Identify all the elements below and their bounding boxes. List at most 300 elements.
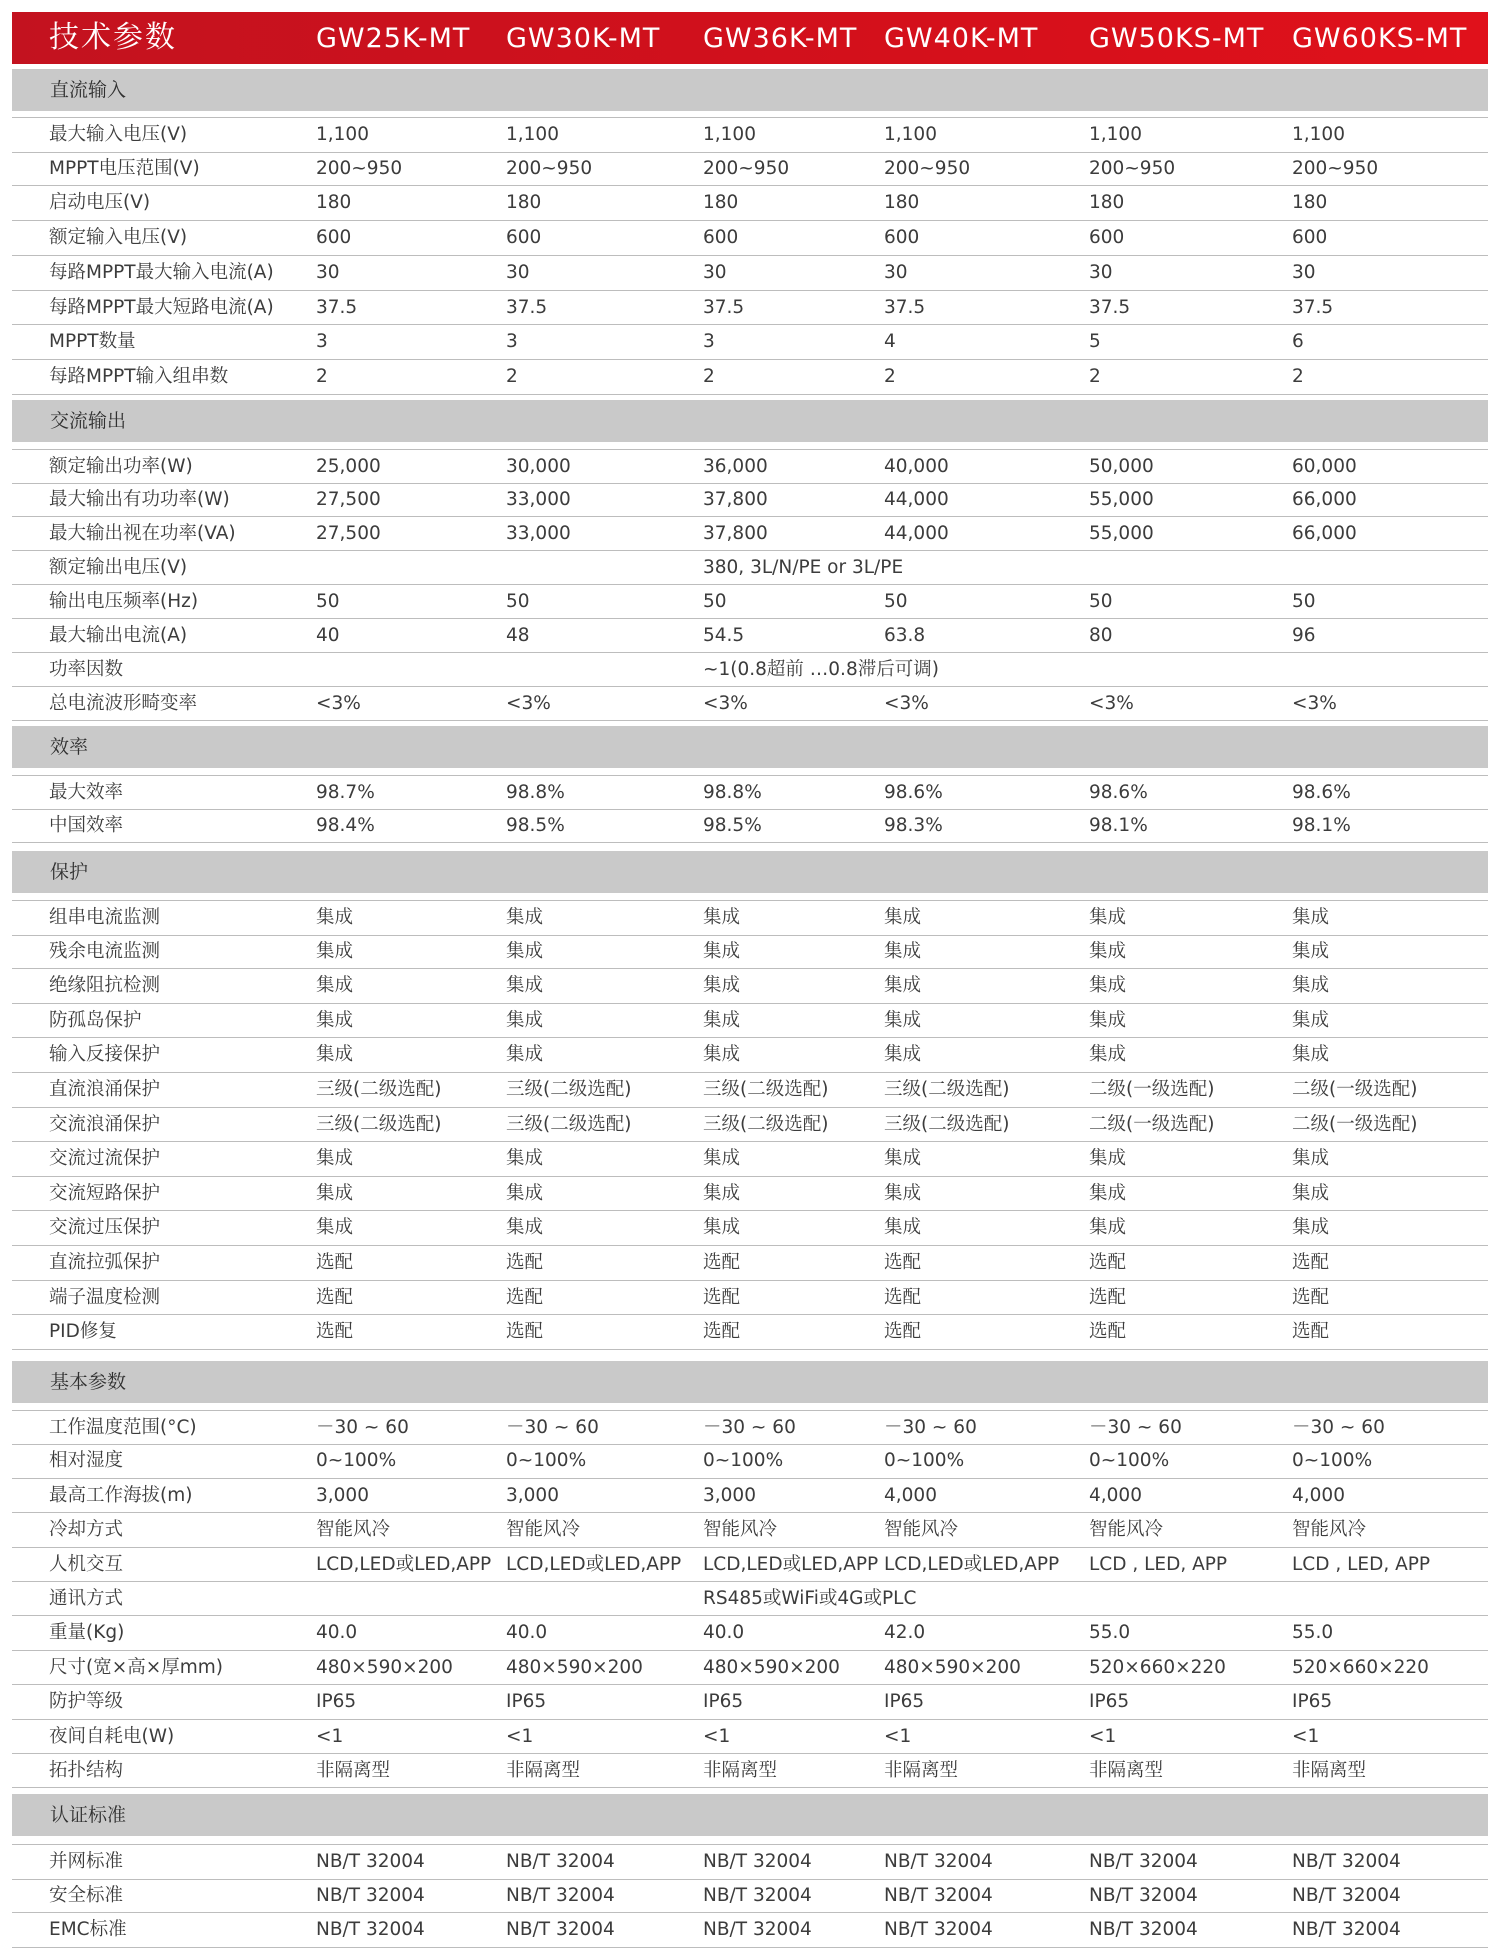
value-cell: 480×590×200 (884, 1657, 1021, 1678)
value-cell: 选配 (1292, 1321, 1330, 1342)
value-cell: 180 (703, 192, 739, 213)
row-label: 尺寸(宽×高×厚mm) (49, 1657, 223, 1678)
value-cell: 180 (316, 192, 352, 213)
value-cell: 集成 (703, 1183, 741, 1204)
value-cell: NB/T 32004 (506, 1919, 615, 1940)
value-cell: 480×590×200 (506, 1657, 643, 1678)
value-cell: 智能风冷 (703, 1519, 778, 1540)
value-cell: 二级(一级选配) (1292, 1079, 1418, 1100)
table-row (12, 1246, 1488, 1281)
value-cell: 集成 (1089, 1010, 1127, 1031)
value-cell: 600 (703, 227, 739, 248)
value-cell: 600 (506, 227, 542, 248)
table-row (12, 1720, 1488, 1754)
value-cell: 0~100% (316, 1450, 397, 1471)
table-row (12, 619, 1488, 653)
table-row (12, 935, 1488, 969)
value-cell: 40 (316, 625, 340, 646)
value-cell: 37,800 (703, 489, 768, 510)
row-label: 端子温度检测 (49, 1287, 161, 1308)
value-cell: 40.0 (506, 1622, 548, 1643)
section-header (12, 726, 1488, 768)
value-cell: 44,000 (884, 523, 949, 544)
value-cell: 98.8% (703, 782, 762, 803)
value-cell: 集成 (703, 1148, 741, 1169)
table-row (12, 1844, 1488, 1880)
value-cell: 集成 (316, 1044, 354, 1065)
value-cell: －30 ~ 60 (316, 1417, 409, 1438)
value-cell: <3% (1292, 693, 1337, 714)
value-cell: 2 (1089, 366, 1101, 387)
table-row (12, 117, 1488, 153)
table-row (12, 1754, 1488, 1788)
value-cell: <3% (506, 693, 551, 714)
value-cell: IP65 (884, 1691, 925, 1712)
value-cell: <1 (316, 1726, 344, 1747)
section-title: 认证标准 (50, 1804, 127, 1826)
value-cell: 智能风冷 (506, 1519, 581, 1540)
row-label: 最大效率 (49, 782, 124, 803)
value-cell: IP65 (703, 1691, 744, 1712)
table-row (12, 1177, 1488, 1211)
value-cell: 集成 (1292, 975, 1330, 996)
value-cell: IP65 (506, 1691, 547, 1712)
value-cell: 集成 (1292, 1044, 1330, 1065)
row-label: 残余电流监测 (49, 941, 161, 962)
value-cell: 55.0 (1089, 1622, 1131, 1643)
section-header (12, 851, 1488, 893)
value-cell: 非隔离型 (703, 1760, 778, 1781)
section-title: 直流输入 (50, 79, 127, 101)
value-cell: 42.0 (884, 1622, 926, 1643)
value-cell: 180 (1292, 192, 1328, 213)
value-cell: －30 ~ 60 (1292, 1417, 1385, 1438)
row-label: 交流过压保护 (49, 1217, 161, 1238)
value-cell: 三级(二级选配) (506, 1114, 632, 1135)
value-cell: 三级(二级选配) (703, 1079, 829, 1100)
value-cell: LCD , LED, APP (1292, 1554, 1431, 1575)
row-label: 安全标准 (49, 1885, 124, 1906)
table-row (12, 483, 1488, 517)
value-cell: 集成 (1292, 1148, 1330, 1169)
table-row (12, 1073, 1488, 1108)
table-row (12, 221, 1488, 256)
table-row (12, 687, 1488, 721)
value-cell: 37.5 (703, 297, 745, 318)
value-cell: 选配 (703, 1252, 741, 1273)
value-cell: 1,100 (1292, 124, 1345, 145)
value-cell: 3 (703, 331, 715, 352)
value-cell: 180 (1089, 192, 1125, 213)
row-label: 总电流波形畸变率 (49, 693, 198, 714)
value-cell: 98.1% (1089, 815, 1148, 836)
table-row (12, 1513, 1488, 1548)
value-cell: 集成 (506, 975, 544, 996)
value-cell: 3 (506, 331, 518, 352)
row-label: 重量(Kg) (49, 1622, 125, 1643)
value-cell: 非隔离型 (1292, 1760, 1367, 1781)
value-cell: 二级(一级选配) (1089, 1114, 1215, 1135)
row-label: 额定输出电压(V) (49, 557, 188, 578)
table-row (12, 1142, 1488, 1177)
row-label: 相对湿度 (49, 1450, 124, 1471)
value-cell: NB/T 32004 (703, 1851, 812, 1872)
value-cell: 集成 (884, 1010, 922, 1031)
value-cell: 55,000 (1089, 489, 1154, 510)
value-cell: 集成 (884, 907, 922, 928)
row-label: PID修复 (49, 1321, 117, 1342)
value-cell: 30 (1089, 262, 1113, 283)
value-cell: 98.3% (884, 815, 943, 836)
table-row (12, 449, 1488, 484)
section-header (12, 69, 1488, 111)
row-label: 绝缘阻抗检测 (49, 975, 161, 996)
value-cell: 选配 (316, 1287, 354, 1308)
table-row (12, 1038, 1488, 1073)
row-label: 每路MPPT最大输入电流(A) (49, 262, 274, 283)
value-cell: NB/T 32004 (1292, 1919, 1401, 1940)
value-cell: 集成 (1089, 1148, 1127, 1169)
table-row (12, 1616, 1488, 1651)
value-cell: 1,100 (1089, 124, 1142, 145)
value-cell: 6 (1292, 331, 1304, 352)
value-cell: NB/T 32004 (316, 1851, 425, 1872)
row-label: 防护等级 (49, 1691, 124, 1712)
value-cell: 集成 (1089, 1044, 1127, 1065)
value-cell: 37,800 (703, 523, 768, 544)
value-cell: 智能风冷 (316, 1519, 391, 1540)
value-cell: 98.6% (1292, 782, 1351, 803)
model-header-3: GW36K-MT (703, 23, 858, 54)
value-cell: 选配 (1089, 1252, 1127, 1273)
value-cell: NB/T 32004 (1089, 1851, 1198, 1872)
value-cell: 50 (703, 591, 727, 612)
value-cell: 集成 (1292, 1010, 1330, 1031)
row-label: 冷却方式 (49, 1519, 124, 1540)
value-cell: 1,100 (884, 124, 937, 145)
row-label: 直流浪涌保护 (49, 1079, 161, 1100)
table-row (12, 1315, 1488, 1350)
value-cell: 集成 (884, 975, 922, 996)
value-cell: <3% (316, 693, 361, 714)
table-row (12, 775, 1488, 810)
value-cell: 2 (316, 366, 328, 387)
model-header-2: GW30K-MT (506, 23, 661, 54)
row-label: 交流短路保护 (49, 1183, 161, 1204)
value-cell: 600 (316, 227, 352, 248)
row-label: 最大输入电压(V) (49, 124, 188, 145)
value-cell: 集成 (1089, 1217, 1127, 1238)
section-header (12, 400, 1488, 442)
value-cell: 集成 (506, 1148, 544, 1169)
value-cell: 200~950 (884, 158, 971, 179)
value-cell: 520×660×220 (1089, 1657, 1226, 1678)
value-cell: 50 (316, 591, 340, 612)
value-cell: －30 ~ 60 (884, 1417, 977, 1438)
value-cell: 集成 (703, 1217, 741, 1238)
table-row (12, 1879, 1488, 1913)
value-cell: NB/T 32004 (884, 1919, 993, 1940)
value-cell: 选配 (703, 1321, 741, 1342)
table-row (12, 1913, 1488, 1948)
value-cell: 非隔离型 (316, 1760, 391, 1781)
value-cell: IP65 (1292, 1691, 1333, 1712)
table-row (12, 152, 1488, 186)
row-label: 额定输入电压(V) (49, 227, 188, 248)
value-cell: 200~950 (1292, 158, 1379, 179)
value-cell: 96 (1292, 625, 1316, 646)
value-cell: 30 (884, 262, 908, 283)
spanned-value: ~1(0.8超前 …0.8滞后可调) (703, 659, 939, 680)
row-label: 每路MPPT输入组串数 (49, 366, 229, 387)
value-cell: 集成 (1089, 975, 1127, 996)
value-cell: 集成 (703, 1044, 741, 1065)
value-cell: 50 (506, 591, 530, 612)
value-cell: LCD,LED或LED,APP (884, 1554, 1060, 1575)
row-label: 最大输出视在功率(VA) (49, 523, 236, 544)
value-cell: 三级(二级选配) (884, 1079, 1010, 1100)
value-cell: 480×590×200 (316, 1657, 453, 1678)
value-cell: 集成 (884, 1183, 922, 1204)
value-cell: 0~100% (1292, 1450, 1373, 1471)
table-row (12, 900, 1488, 936)
value-cell: 37.5 (1292, 297, 1334, 318)
value-cell: 1,100 (506, 124, 559, 145)
value-cell: NB/T 32004 (1292, 1885, 1401, 1906)
value-cell: 600 (1292, 227, 1328, 248)
value-cell: 36,000 (703, 456, 768, 477)
value-cell: 98.4% (316, 815, 375, 836)
row-label: 每路MPPT最大短路电流(A) (49, 297, 274, 318)
row-label: 最大输出电流(A) (49, 625, 188, 646)
row-label: 输入反接保护 (49, 1044, 161, 1065)
header-bar (12, 12, 1488, 64)
value-cell: 33,000 (506, 523, 571, 544)
row-label: 拓扑结构 (49, 1760, 124, 1781)
value-cell: 非隔离型 (506, 1760, 581, 1781)
value-cell: 0~100% (703, 1450, 784, 1471)
value-cell: 25,000 (316, 456, 381, 477)
model-header-4: GW40K-MT (884, 23, 1039, 54)
value-cell: 集成 (884, 1217, 922, 1238)
value-cell: 0~100% (1089, 1450, 1170, 1471)
value-cell: 180 (884, 192, 920, 213)
row-label: 并网标准 (49, 1851, 124, 1872)
table-row (12, 517, 1488, 551)
value-cell: 60,000 (1292, 456, 1357, 477)
value-cell: 30 (703, 262, 727, 283)
value-cell: 98.6% (884, 782, 943, 803)
value-cell: 44,000 (884, 489, 949, 510)
row-label: 中国效率 (49, 815, 124, 836)
value-cell: 2 (506, 366, 518, 387)
row-label: 交流过流保护 (49, 1148, 161, 1169)
value-cell: 选配 (316, 1252, 354, 1273)
row-label: 启动电压(V) (49, 192, 151, 213)
table-row (12, 1651, 1488, 1685)
value-cell: 600 (884, 227, 920, 248)
value-cell: <1 (1292, 1726, 1320, 1747)
value-cell: 三级(二级选配) (884, 1114, 1010, 1135)
table-row (12, 186, 1488, 221)
value-cell: 集成 (506, 907, 544, 928)
value-cell: 98.8% (506, 782, 565, 803)
section-title: 保护 (50, 861, 89, 883)
value-cell: <1 (884, 1726, 912, 1747)
value-cell: NB/T 32004 (506, 1851, 615, 1872)
value-cell: 三级(二级选配) (703, 1114, 829, 1135)
table-row (12, 585, 1488, 619)
value-cell: 200~950 (1089, 158, 1176, 179)
row-label: 防孤岛保护 (49, 1010, 142, 1031)
table-row (12, 809, 1488, 843)
value-cell: 520×660×220 (1292, 1657, 1429, 1678)
value-cell: IP65 (316, 1691, 357, 1712)
value-cell: 48 (506, 625, 530, 646)
model-header-5: GW50KS-MT (1089, 23, 1265, 54)
value-cell: 选配 (506, 1287, 544, 1308)
value-cell: 选配 (884, 1287, 922, 1308)
row-label: MPPT数量 (49, 331, 136, 352)
row-label: 最大输出有功功率(W) (49, 489, 230, 510)
value-cell: 30 (1292, 262, 1316, 283)
value-cell: 80 (1089, 625, 1113, 646)
value-cell: 集成 (316, 907, 354, 928)
table-row (12, 1004, 1488, 1038)
value-cell: 4,000 (1089, 1485, 1142, 1506)
value-cell: 三级(二级选配) (316, 1114, 442, 1135)
value-cell: 2 (1292, 366, 1304, 387)
value-cell: 选配 (884, 1321, 922, 1342)
value-cell: NB/T 32004 (1292, 1851, 1401, 1872)
row-label: 通讯方式 (49, 1588, 124, 1609)
value-cell: NB/T 32004 (703, 1919, 812, 1940)
value-cell: 集成 (703, 907, 741, 928)
value-cell: 40.0 (703, 1622, 745, 1643)
value-cell: 200~950 (703, 158, 790, 179)
row-label: 额定输出功率(W) (49, 456, 193, 477)
table-row (12, 653, 1488, 687)
value-cell: 智能风冷 (884, 1519, 959, 1540)
table-row (12, 1281, 1488, 1315)
value-cell: 30,000 (506, 456, 571, 477)
value-cell: 200~950 (506, 158, 593, 179)
value-cell: 4,000 (1292, 1485, 1345, 1506)
table-row (12, 291, 1488, 325)
model-header-1: GW25K-MT (316, 23, 471, 54)
value-cell: 37.5 (884, 297, 926, 318)
value-cell: 三级(二级选配) (506, 1079, 632, 1100)
value-cell: NB/T 32004 (506, 1885, 615, 1906)
value-cell: 选配 (1089, 1321, 1127, 1342)
value-cell: －30 ~ 60 (703, 1417, 796, 1438)
row-label: 最高工作海拔(m) (49, 1485, 193, 1506)
value-cell: NB/T 32004 (1089, 1885, 1198, 1906)
value-cell: 4,000 (884, 1485, 937, 1506)
value-cell: 集成 (316, 941, 354, 962)
table-row (12, 325, 1488, 360)
value-cell: 30 (506, 262, 530, 283)
value-cell: 集成 (1089, 941, 1127, 962)
row-label: 直流拉弧保护 (49, 1252, 161, 1273)
value-cell: <3% (1089, 693, 1134, 714)
value-cell: 集成 (316, 1217, 354, 1238)
row-label: 组串电流监测 (49, 907, 161, 928)
value-cell: 非隔离型 (884, 1760, 959, 1781)
header-title: 技术参数 (49, 20, 177, 55)
value-cell: 50 (1089, 591, 1113, 612)
table-row (12, 1582, 1488, 1616)
model-header-6: GW60KS-MT (1292, 23, 1468, 54)
row-label: 工作温度范围(°C) (49, 1417, 197, 1438)
section-title: 效率 (50, 736, 89, 758)
value-cell: 55,000 (1089, 523, 1154, 544)
value-cell: 4 (884, 331, 896, 352)
value-cell: 二级(一级选配) (1292, 1114, 1418, 1135)
value-cell: 集成 (884, 1148, 922, 1169)
value-cell: 选配 (1292, 1287, 1330, 1308)
value-cell: 37.5 (506, 297, 548, 318)
table-row (12, 1548, 1488, 1582)
value-cell: <3% (884, 693, 929, 714)
value-cell: 30 (316, 262, 340, 283)
table-row (12, 969, 1488, 1004)
value-cell: 1,100 (703, 124, 756, 145)
value-cell: 集成 (1089, 1183, 1127, 1204)
value-cell: 66,000 (1292, 489, 1357, 510)
value-cell: 集成 (884, 941, 922, 962)
value-cell: 智能风冷 (1292, 1519, 1367, 1540)
value-cell: 54.5 (703, 625, 745, 646)
value-cell: IP65 (1089, 1691, 1130, 1712)
value-cell: LCD,LED或LED,APP (703, 1554, 879, 1575)
row-label: 人机交互 (49, 1554, 124, 1575)
value-cell: 集成 (1292, 1183, 1330, 1204)
value-cell: 180 (506, 192, 542, 213)
value-cell: 63.8 (884, 625, 926, 646)
value-cell: LCD,LED或LED,APP (506, 1554, 682, 1575)
value-cell: <1 (703, 1726, 731, 1747)
value-cell: 选配 (884, 1252, 922, 1273)
value-cell: 98.1% (1292, 815, 1351, 836)
value-cell: <3% (703, 693, 748, 714)
row-label: EMC标准 (49, 1919, 127, 1940)
value-cell: NB/T 32004 (884, 1851, 993, 1872)
table-row (12, 551, 1488, 585)
value-cell: 集成 (1089, 907, 1127, 928)
value-cell: 50,000 (1089, 456, 1154, 477)
value-cell: NB/T 32004 (703, 1885, 812, 1906)
value-cell: 55.0 (1292, 1622, 1334, 1643)
value-cell: 37.5 (1089, 297, 1131, 318)
value-cell: 1,100 (316, 124, 369, 145)
value-cell: 600 (1089, 227, 1125, 248)
value-cell: 智能风冷 (1089, 1519, 1164, 1540)
value-cell: 二级(一级选配) (1089, 1079, 1215, 1100)
value-cell: 集成 (506, 941, 544, 962)
row-label: 夜间自耗电(W) (49, 1726, 175, 1747)
value-cell: 2 (703, 366, 715, 387)
table-row (12, 1444, 1488, 1479)
value-cell: LCD,LED或LED,APP (316, 1554, 492, 1575)
value-cell: 三级(二级选配) (316, 1079, 442, 1100)
table-row (12, 256, 1488, 291)
value-cell: 98.5% (703, 815, 762, 836)
value-cell: 集成 (703, 1010, 741, 1031)
row-label: MPPT电压范围(V) (49, 158, 200, 179)
value-cell: 集成 (506, 1217, 544, 1238)
value-cell: 37.5 (316, 297, 358, 318)
